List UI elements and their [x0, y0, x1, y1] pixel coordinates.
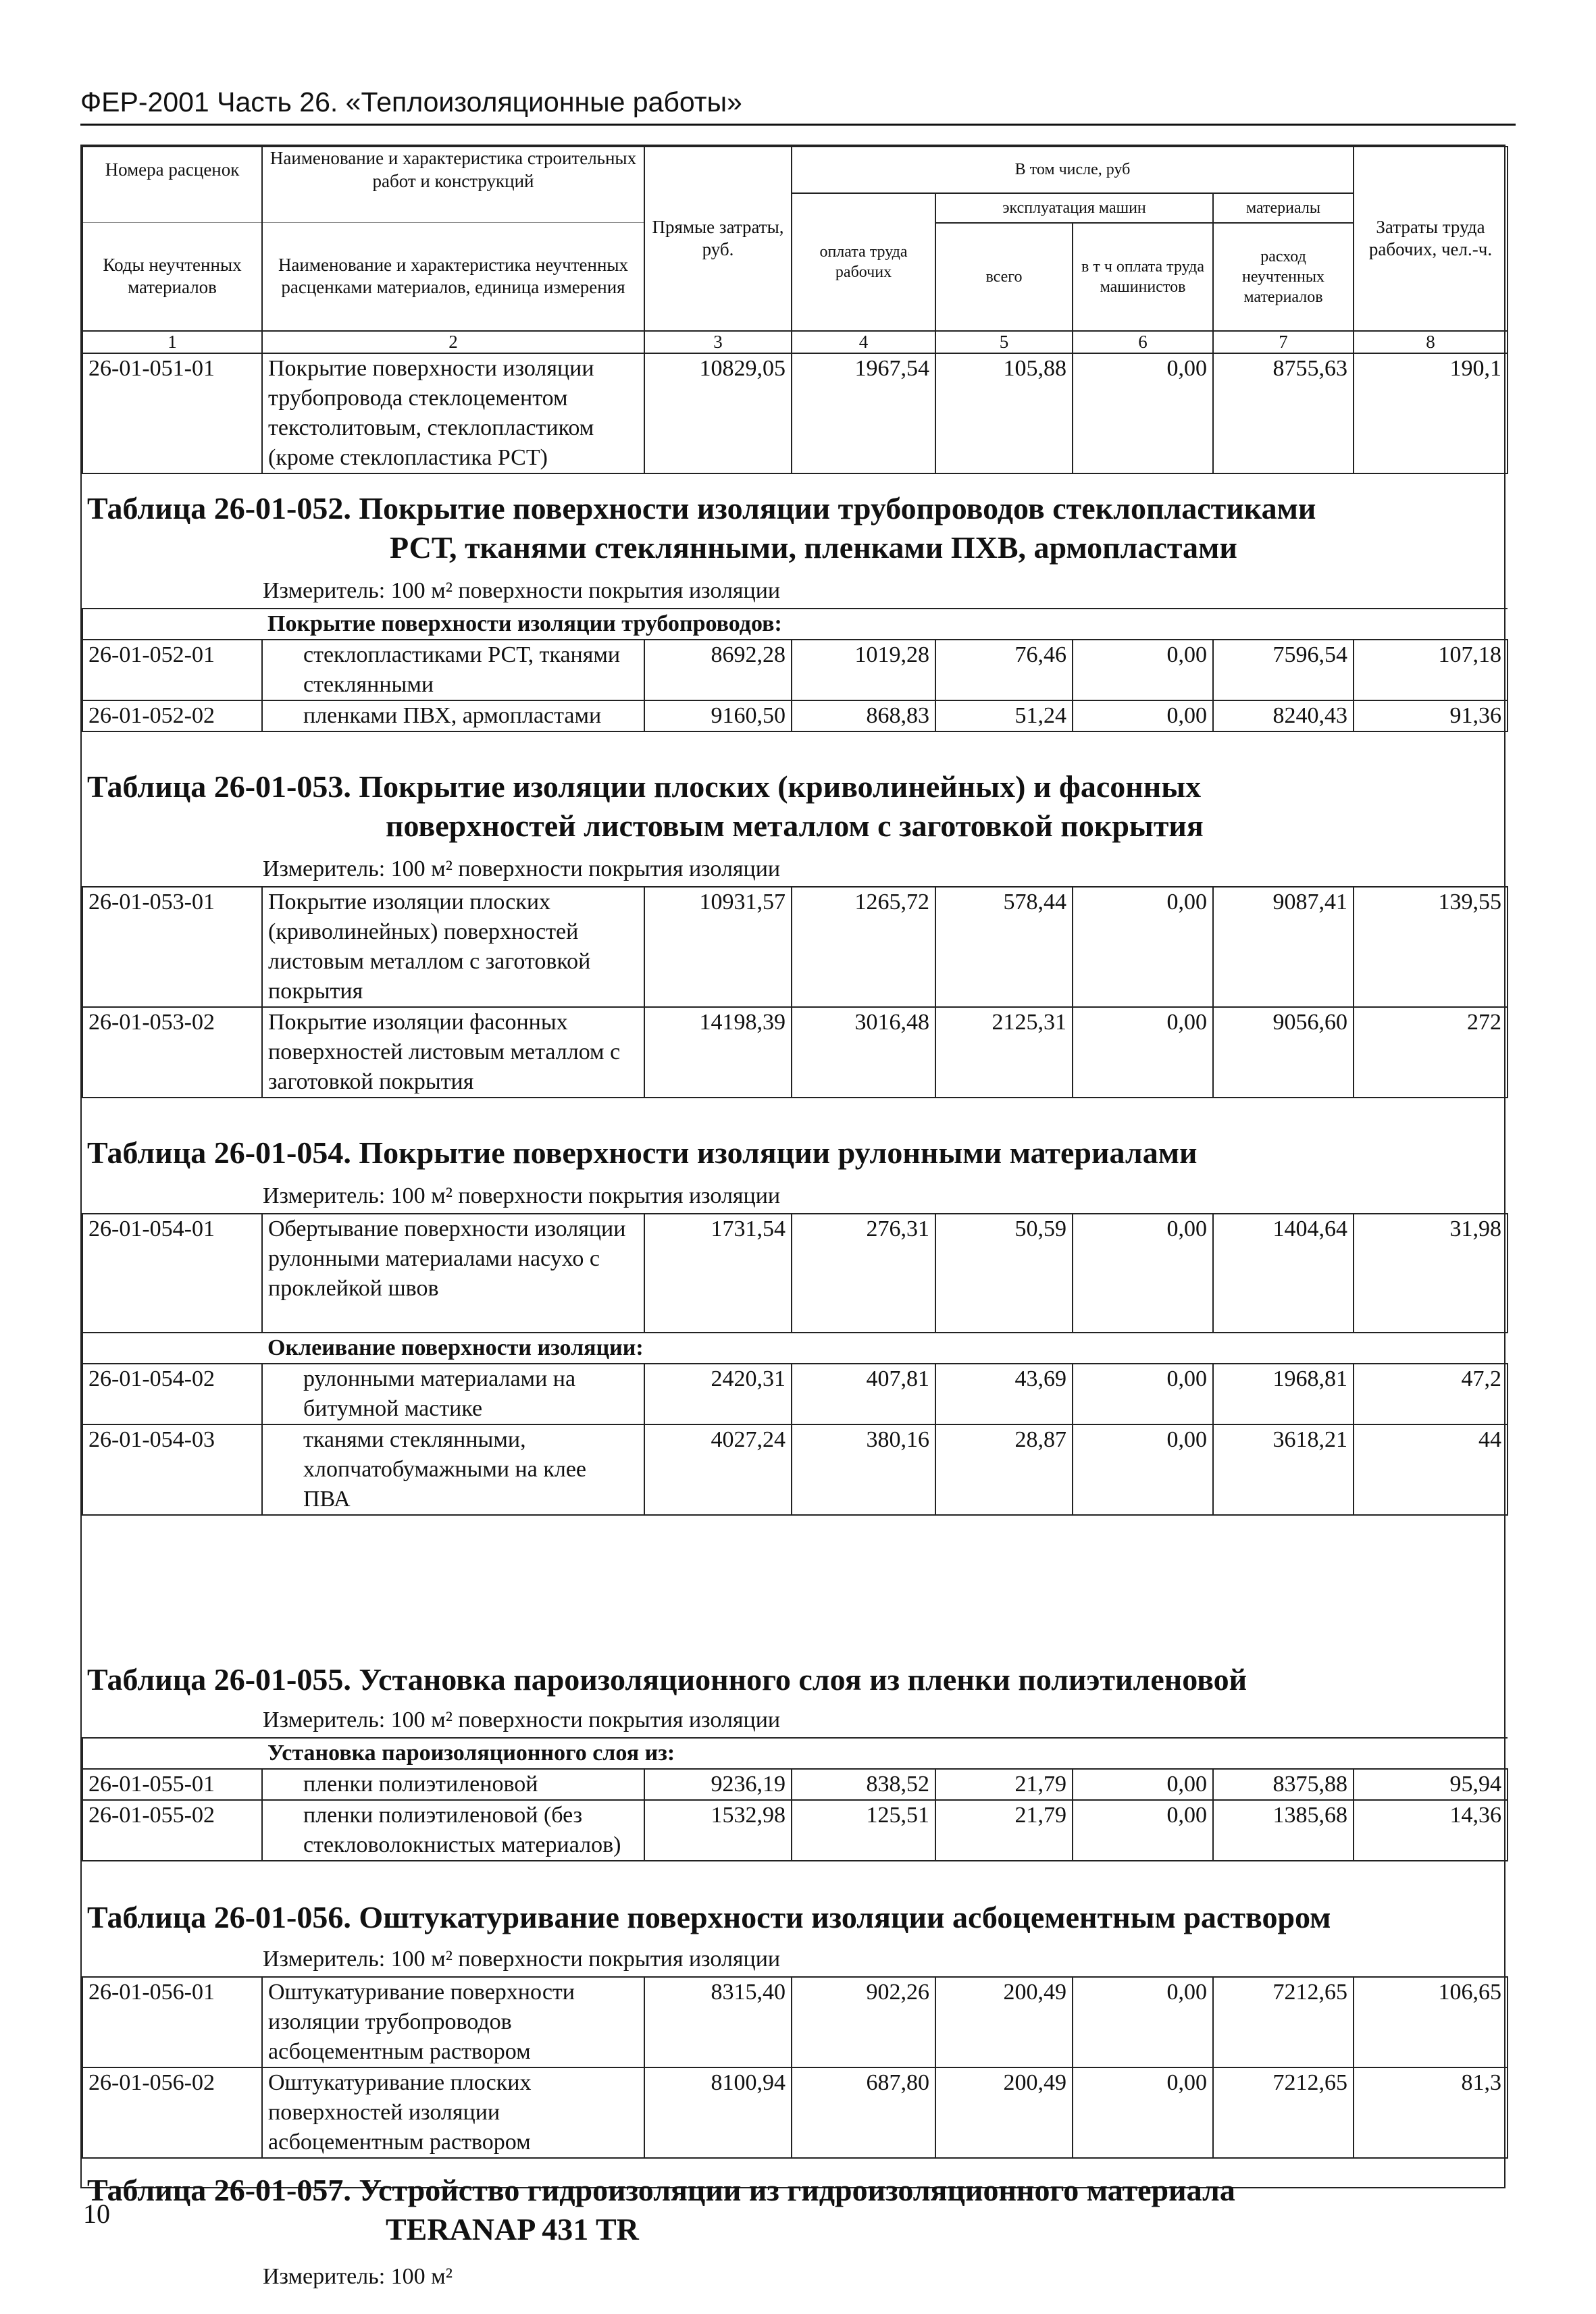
row-value: 1385,68 — [1213, 1800, 1354, 1861]
table-056 — [82, 1976, 1508, 2159]
table-row — [82, 1364, 1508, 1424]
row-value: 0,00 — [1073, 1769, 1213, 1800]
document-frame — [80, 145, 1505, 2289]
table-055-title: Таблица 26-01-055. Установка пароизоляционного слоя из пленки полиэтиленовой — [87, 1662, 1247, 1697]
row-value: 76,46 — [935, 640, 1073, 700]
row-value: 0,00 — [1073, 700, 1213, 731]
row-value: 47,2 — [1354, 1364, 1508, 1424]
table-054-subhead: Оклеивание поверхности изоляции: — [262, 1333, 1508, 1364]
col-head-rashod: расход неучтенных материалов — [1213, 223, 1354, 331]
col-num: 6 — [1073, 331, 1213, 353]
col-head-vsego: всего — [935, 223, 1073, 331]
row-value: 139,55 — [1354, 887, 1508, 1007]
col-num: 8 — [1354, 331, 1508, 353]
table-056-title: Таблица 26-01-056. Оштукатуривание поверхности изоляции асбоцементным раствором — [87, 1900, 1331, 1934]
row-value: 0,00 — [1073, 1007, 1213, 1098]
row-value: 14198,39 — [644, 1007, 792, 1098]
row-value: 0,00 — [1073, 1364, 1213, 1424]
row-name: пленки полиэтиленовой — [262, 1769, 644, 1800]
table-057-title: Таблица 26-01-057. Устройство гидроизоляции из гидроизоляционного материала — [87, 2173, 1235, 2207]
row-value: 0,00 — [1073, 1424, 1213, 1515]
row-code: 26-01-054-02 — [82, 1364, 262, 1424]
col-head-naim2: Наименование и характеристика неучтенных расценками материалов, единица измерения — [262, 223, 644, 331]
header-table — [82, 146, 1508, 474]
row-value: 51,24 — [935, 700, 1073, 731]
row-value: 200,49 — [935, 2067, 1073, 2158]
table-052-title-2: РСТ, тканями стеклянными, пленками ПХВ, армопластами — [390, 530, 1237, 565]
row-code: 26-01-055-01 — [82, 1769, 262, 1800]
row-code: 26-01-056-02 — [82, 2067, 262, 2158]
table-row — [82, 353, 1508, 473]
col-head-nomer: Номера расценок — [82, 147, 262, 193]
table-row — [82, 887, 1508, 1007]
row-value: 10829,05 — [644, 353, 792, 473]
row-value: 9087,41 — [1213, 887, 1354, 1007]
row-value: 21,79 — [935, 1769, 1073, 1800]
row-code: 26-01-052-01 — [82, 640, 262, 700]
row-code: 26-01-056-01 — [82, 1977, 262, 2067]
row-value: 7212,65 — [1213, 1977, 1354, 2067]
row-value: 50,59 — [935, 1214, 1073, 1333]
row-value: 838,52 — [792, 1769, 935, 1800]
row-value: 1968,81 — [1213, 1364, 1354, 1424]
table-052-title: Таблица 26-01-052. Покрытие поверхности изоляции трубопроводов стеклопластиками — [87, 491, 1316, 525]
row-value: 14,36 — [1354, 1800, 1508, 1861]
row-value: 1404,64 — [1213, 1214, 1354, 1333]
table-054-measure: Измеритель: 100 м² поверхности покрытия изоляции — [263, 1183, 781, 1208]
col-head-kody: Коды неучтенных материалов — [82, 223, 262, 331]
row-value: 81,3 — [1354, 2067, 1508, 2158]
row-value: 125,51 — [792, 1800, 935, 1861]
row-value: 687,80 — [792, 2067, 935, 2158]
table-055-subhead: Установка пароизоляционного слоя из: — [262, 1738, 1508, 1769]
table-052-measure: Измеритель: 100 м² поверхности покрытия изоляции — [263, 578, 781, 603]
col-head-oplata: оплата труда рабочих — [792, 193, 935, 331]
row-value: 3016,48 — [792, 1007, 935, 1098]
row-value: 578,44 — [935, 887, 1073, 1007]
row-code: 26-01-054-01 — [82, 1214, 262, 1333]
row-value: 8755,63 — [1213, 353, 1354, 473]
row-value: 31,98 — [1354, 1214, 1508, 1333]
row-name: Обертывание поверхности изоляции рулонными материалами насухо с проклейкой швов — [262, 1214, 644, 1333]
row-value: 3618,21 — [1213, 1424, 1354, 1515]
col-head-zatraty: Затраты труда рабочих, чел.-ч. — [1354, 147, 1508, 331]
table-053 — [82, 886, 1508, 1098]
table-057-measure: Измеритель: 100 м² — [263, 2264, 453, 2289]
row-value: 1019,28 — [792, 640, 935, 700]
row-value: 2125,31 — [935, 1007, 1073, 1098]
col-head-vtch: в т ч оплата труда машинистов — [1073, 223, 1213, 331]
row-name: Покрытие изоляции фасонных поверхностей листовым металлом с заготовкой покрытия — [262, 1007, 644, 1098]
col-num: 7 — [1213, 331, 1354, 353]
row-value: 105,88 — [935, 353, 1073, 473]
table-053-measure: Измеритель: 100 м² поверхности покрытия изоляции — [263, 856, 781, 881]
col-num: 5 — [935, 331, 1073, 353]
row-value: 2420,31 — [644, 1364, 792, 1424]
table-row — [82, 1800, 1508, 1861]
col-num: 4 — [792, 331, 935, 353]
row-value: 8692,28 — [644, 640, 792, 700]
col-head-materialy: материалы — [1213, 193, 1354, 223]
row-value: 95,94 — [1354, 1769, 1508, 1800]
col-num: 2 — [262, 331, 644, 353]
row-name: Покрытие изоляции плоских (криволинейных) поверхностей листовым металлом с заготовкой покрытия — [262, 887, 644, 1007]
row-value: 1265,72 — [792, 887, 935, 1007]
row-value: 9160,50 — [644, 700, 792, 731]
row-value: 9236,19 — [644, 1769, 792, 1800]
row-name: пленками ПВХ, армопластами — [262, 700, 644, 731]
row-value: 902,26 — [792, 1977, 935, 2067]
table-053-title: Таблица 26-01-053. Покрытие изоляции плоских (криволинейных) и фасонных — [87, 769, 1202, 804]
row-value: 91,36 — [1354, 700, 1508, 731]
row-value: 1967,54 — [792, 353, 935, 473]
row-code: 26-01-052-02 — [82, 700, 262, 731]
table-row — [82, 700, 1508, 731]
row-value: 10931,57 — [644, 887, 792, 1007]
row-code: 26-01-053-01 — [82, 887, 262, 1007]
row-value: 1731,54 — [644, 1214, 792, 1333]
row-value: 380,16 — [792, 1424, 935, 1515]
table-053-title-2: поверхностей листовым металлом с заготовкой покрытия — [386, 808, 1204, 843]
table-057-title-2: TERANAP 431 TR — [386, 2212, 639, 2246]
row-code: 26-01-055-02 — [82, 1800, 262, 1861]
table-row — [82, 2067, 1508, 2158]
row-value: 28,87 — [935, 1424, 1073, 1515]
table-row — [82, 1214, 1508, 1333]
row-name: Оштукатуривание плоских поверхностей изоляции асбоцементным раствором — [262, 2067, 644, 2158]
row-value: 0,00 — [1073, 1214, 1213, 1333]
row-value: 272 — [1354, 1007, 1508, 1098]
table-row — [82, 1007, 1508, 1098]
row-value: 0,00 — [1073, 353, 1213, 473]
row-code: 26-01-053-02 — [82, 1007, 262, 1098]
row-value: 276,31 — [792, 1214, 935, 1333]
row-name: Оштукатуривание поверхности изоляции трубопроводов асбоцементным раствором — [262, 1977, 644, 2067]
table-052 — [82, 608, 1508, 732]
row-value: 8375,88 — [1213, 1769, 1354, 1800]
col-num: 1 — [82, 331, 262, 353]
row-value: 44 — [1354, 1424, 1508, 1515]
row-value: 106,65 — [1354, 1977, 1508, 2067]
row-name: Покрытие поверхности изоляции трубопровода стеклоцементом текстолитовым, стеклопластиком (кроме стеклопластика РСТ) — [262, 353, 644, 473]
row-name: пленки полиэтиленовой (без стекловолокнистых материалов) — [262, 1800, 644, 1861]
row-value: 190,1 — [1354, 353, 1508, 473]
row-value: 0,00 — [1073, 1800, 1213, 1861]
row-value: 868,83 — [792, 700, 935, 731]
table-055-measure: Измеритель: 100 м² поверхности покрытия изоляции — [263, 1707, 781, 1732]
row-name: тканями стеклянными, хлопчатобумажными на клее ПВА — [262, 1424, 644, 1515]
page-number: 10 — [83, 2199, 110, 2229]
row-code: 26-01-051-01 — [82, 353, 262, 473]
table-row — [82, 1424, 1508, 1515]
row-value: 407,81 — [792, 1364, 935, 1424]
row-value: 8315,40 — [644, 1977, 792, 2067]
header-rule — [80, 124, 1516, 126]
row-value: 9056,60 — [1213, 1007, 1354, 1098]
row-name: стеклопластиками РСТ, тканями стеклянными — [262, 640, 644, 700]
table-row — [82, 1977, 1508, 2067]
col-head-v-tom: В том числе, руб — [792, 147, 1354, 193]
row-value: 43,69 — [935, 1364, 1073, 1424]
row-value: 7212,65 — [1213, 2067, 1354, 2158]
col-num: 3 — [644, 331, 792, 353]
table-row — [82, 1769, 1508, 1800]
col-head-pryamye: Прямые затраты, руб. — [644, 147, 792, 331]
table-052-subhead: Покрытие поверхности изоляции трубопроводов: — [262, 609, 1508, 640]
table-055 — [82, 1737, 1508, 1861]
row-value: 200,49 — [935, 1977, 1073, 2067]
row-value: 0,00 — [1073, 640, 1213, 700]
row-value: 8100,94 — [644, 2067, 792, 2158]
row-value: 4027,24 — [644, 1424, 792, 1515]
table-056-measure: Измеритель: 100 м² поверхности покрытия изоляции — [263, 1947, 781, 1972]
column-numbers-row — [82, 331, 1508, 353]
row-value: 8240,43 — [1213, 700, 1354, 731]
page-header: ФЕР-2001 Часть 26. «Теплоизоляционные работы» — [80, 86, 742, 118]
row-code: 26-01-054-03 — [82, 1424, 262, 1515]
table-054 — [82, 1213, 1508, 1516]
table-row — [82, 640, 1508, 700]
col-head-naim: Наименование и характеристика строительных работ и конструкций — [262, 147, 644, 193]
table-054-title: Таблица 26-01-054. Покрытие поверхности изоляции рулонными материалами — [87, 1135, 1198, 1170]
row-value: 1532,98 — [644, 1800, 792, 1861]
row-value: 0,00 — [1073, 1977, 1213, 2067]
row-value: 107,18 — [1354, 640, 1508, 700]
row-value: 21,79 — [935, 1800, 1073, 1861]
row-value: 0,00 — [1073, 2067, 1213, 2158]
row-name: рулонными материалами на битумной мастике — [262, 1364, 644, 1424]
row-value: 0,00 — [1073, 887, 1213, 1007]
row-value: 7596,54 — [1213, 640, 1354, 700]
col-head-ekspl: эксплуатация машин — [935, 193, 1213, 223]
